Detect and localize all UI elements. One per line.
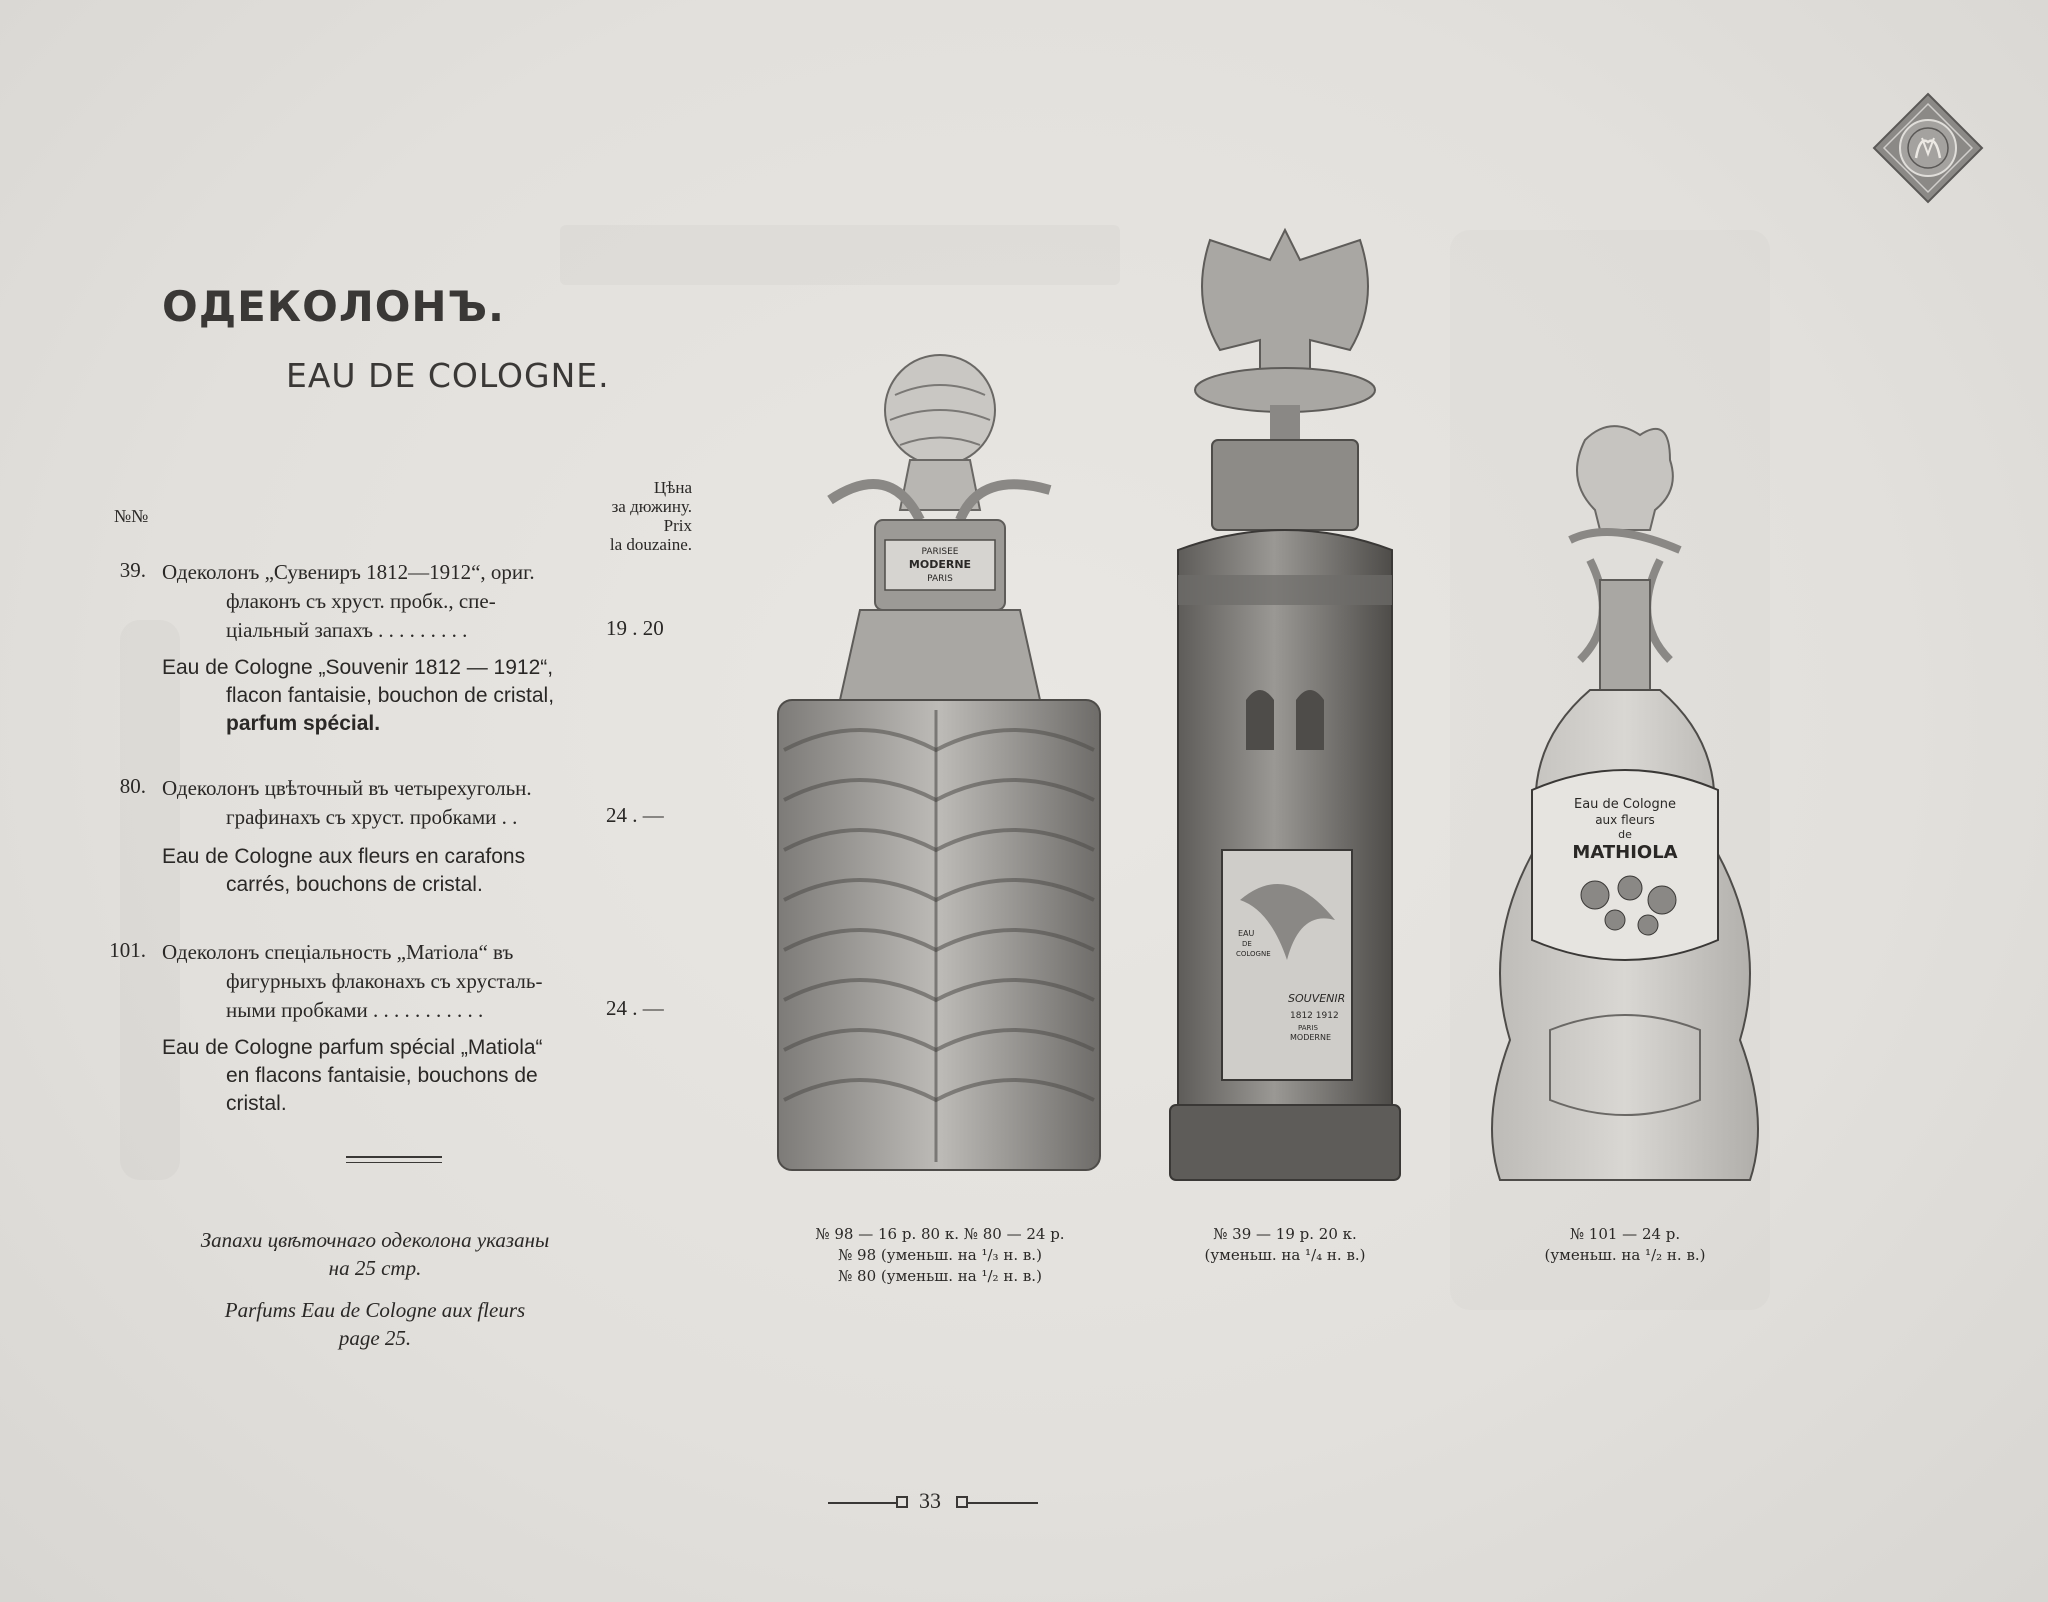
monogram-seal-icon <box>1872 92 1984 204</box>
caption-line: № 101 — 24 р. <box>1569 1225 1681 1243</box>
number-column-label: №№ <box>114 506 149 526</box>
entry-description-ru <box>162 938 542 1025</box>
bottle-caption <box>1470 1224 1780 1266</box>
caption-line: (уменьш. на ¹/₄ н. в.) <box>1204 1246 1366 1264</box>
caption-line: № 98 (уменьш. на ¹/₃ н. в.) <box>838 1246 1042 1264</box>
bottle-label-text: 1812 1912 <box>1290 1011 1339 1021</box>
entry-price: 24 . — <box>606 996 664 1020</box>
show-through-ghost <box>560 225 1120 285</box>
bottle-label-text: COLOGNE <box>1236 950 1271 958</box>
bottle-label-text: aux fleurs <box>1595 813 1655 827</box>
note-line: Запахи цвѣточнаго одеколона указаны <box>200 1228 550 1252</box>
bottle-label-text: DE <box>1242 940 1252 948</box>
entry-description-ru <box>162 774 532 832</box>
bottle-label-text: SOUVENIR <box>1288 992 1346 1005</box>
page-number-rule <box>968 1502 1038 1504</box>
entry-fr-line: cristal. <box>226 1092 287 1115</box>
note-line: Parfums Eau de Cologne aux fleurs <box>224 1298 526 1322</box>
bottle-label-text: MODERNE <box>908 558 972 571</box>
page-number: 33 <box>919 1488 941 1513</box>
bottle-caption <box>770 1224 1110 1287</box>
bottle-caption <box>1150 1224 1420 1266</box>
entry-number: 39. <box>119 558 146 582</box>
entry-ru-line: флаконъ съ хруст. пробк., спе- <box>226 589 496 613</box>
entry-ru-line: Одеколонъ спеціальность „Матіола“ въ <box>162 940 514 964</box>
entry-fr-line: carrés, bouchons de cristal. <box>226 873 483 896</box>
scent-note-fr <box>150 1296 600 1352</box>
page-number-ornament <box>956 1496 968 1508</box>
entry-price: 24 . — <box>606 803 664 827</box>
bottle-label-text: PARISEE <box>921 547 959 557</box>
entry-ru-line: графинахъ съ хруст. пробками . . <box>226 805 518 829</box>
price-label-line: за дюжину. <box>611 497 692 516</box>
bottle-label-text: MATHIOLA <box>1572 842 1678 863</box>
page-title-ru: ОДЕКОЛОНЪ. <box>162 282 505 331</box>
entry-fr-line: en flacons fantaisie, bouchons de <box>226 1064 538 1087</box>
bottle-label-text: EAU <box>1238 929 1255 938</box>
caption-line: № 98 — 16 р. 80 к. № 80 — 24 р. <box>815 1225 1065 1243</box>
entry-fr-line: Eau de Cologne „Souvenir 1812 — 1912“, <box>162 656 554 679</box>
section-divider <box>346 1156 442 1158</box>
caption-line: № 39 — 19 р. 20 к. <box>1213 1225 1357 1243</box>
price-label-line: Prix <box>663 516 692 535</box>
note-line: page 25. <box>338 1326 412 1350</box>
note-line: на 25 стр. <box>328 1256 422 1280</box>
entry-ru-line: Одеколонъ „Сувениръ 1812—1912“, ориг. <box>162 560 535 584</box>
scent-note-ru <box>150 1226 600 1282</box>
entry-fr-line: Eau de Cologne parfum spécial „Matiola“ <box>162 1036 543 1059</box>
entry-description-fr <box>162 1034 543 1118</box>
price-label-line: la douzaine. <box>609 535 692 554</box>
bottle-label-text: de <box>1618 828 1632 841</box>
page-title-fr: EAU DE COLOGNE. <box>286 356 610 395</box>
mathiola-flask-bottle-image <box>1470 420 1780 1190</box>
bottle-label-text: PARIS <box>927 574 953 584</box>
price-label-line: Цѣна <box>653 478 692 497</box>
entry-fr-line: parfum spécial. <box>226 712 381 735</box>
price-column-label <box>560 478 692 554</box>
entry-ru-line: ціальный запахъ . . . . . . . . . <box>226 618 468 642</box>
caption-line: (уменьш. на ¹/₂ н. в.) <box>1544 1246 1706 1264</box>
bottle-label-text: MODERNE <box>1290 1033 1332 1042</box>
entry-ru-line: Одеколонъ цвѣточный въ четырехугольн. <box>162 776 532 800</box>
section-divider <box>346 1162 442 1163</box>
entry-price: 19 . 20 <box>606 616 664 640</box>
entry-description-ru <box>162 558 535 645</box>
square-carafe-bottle-image <box>770 350 1110 1180</box>
caption-line: № 80 (уменьш. на ¹/₂ н. в.) <box>838 1267 1042 1285</box>
entry-description-fr <box>162 654 554 738</box>
eagle-tower-bottle-image <box>1150 220 1420 1195</box>
bottle-label-text: Eau de Cologne <box>1573 797 1677 812</box>
entry-ru-line: фигурныхъ флаконахъ съ хрусталь- <box>226 969 543 993</box>
entry-fr-line: flacon fantaisie, bouchon de cristal, <box>226 684 555 707</box>
entry-number: 80. <box>119 774 146 798</box>
entry-number: 101. <box>109 938 146 962</box>
entry-fr-line: Eau de Cologne aux fleurs en carafons <box>162 845 526 868</box>
entry-description-fr <box>162 843 525 899</box>
entry-ru-line: ными пробками . . . . . . . . . . . <box>226 998 484 1022</box>
bottle-label-text: PARIS <box>1298 1024 1318 1032</box>
